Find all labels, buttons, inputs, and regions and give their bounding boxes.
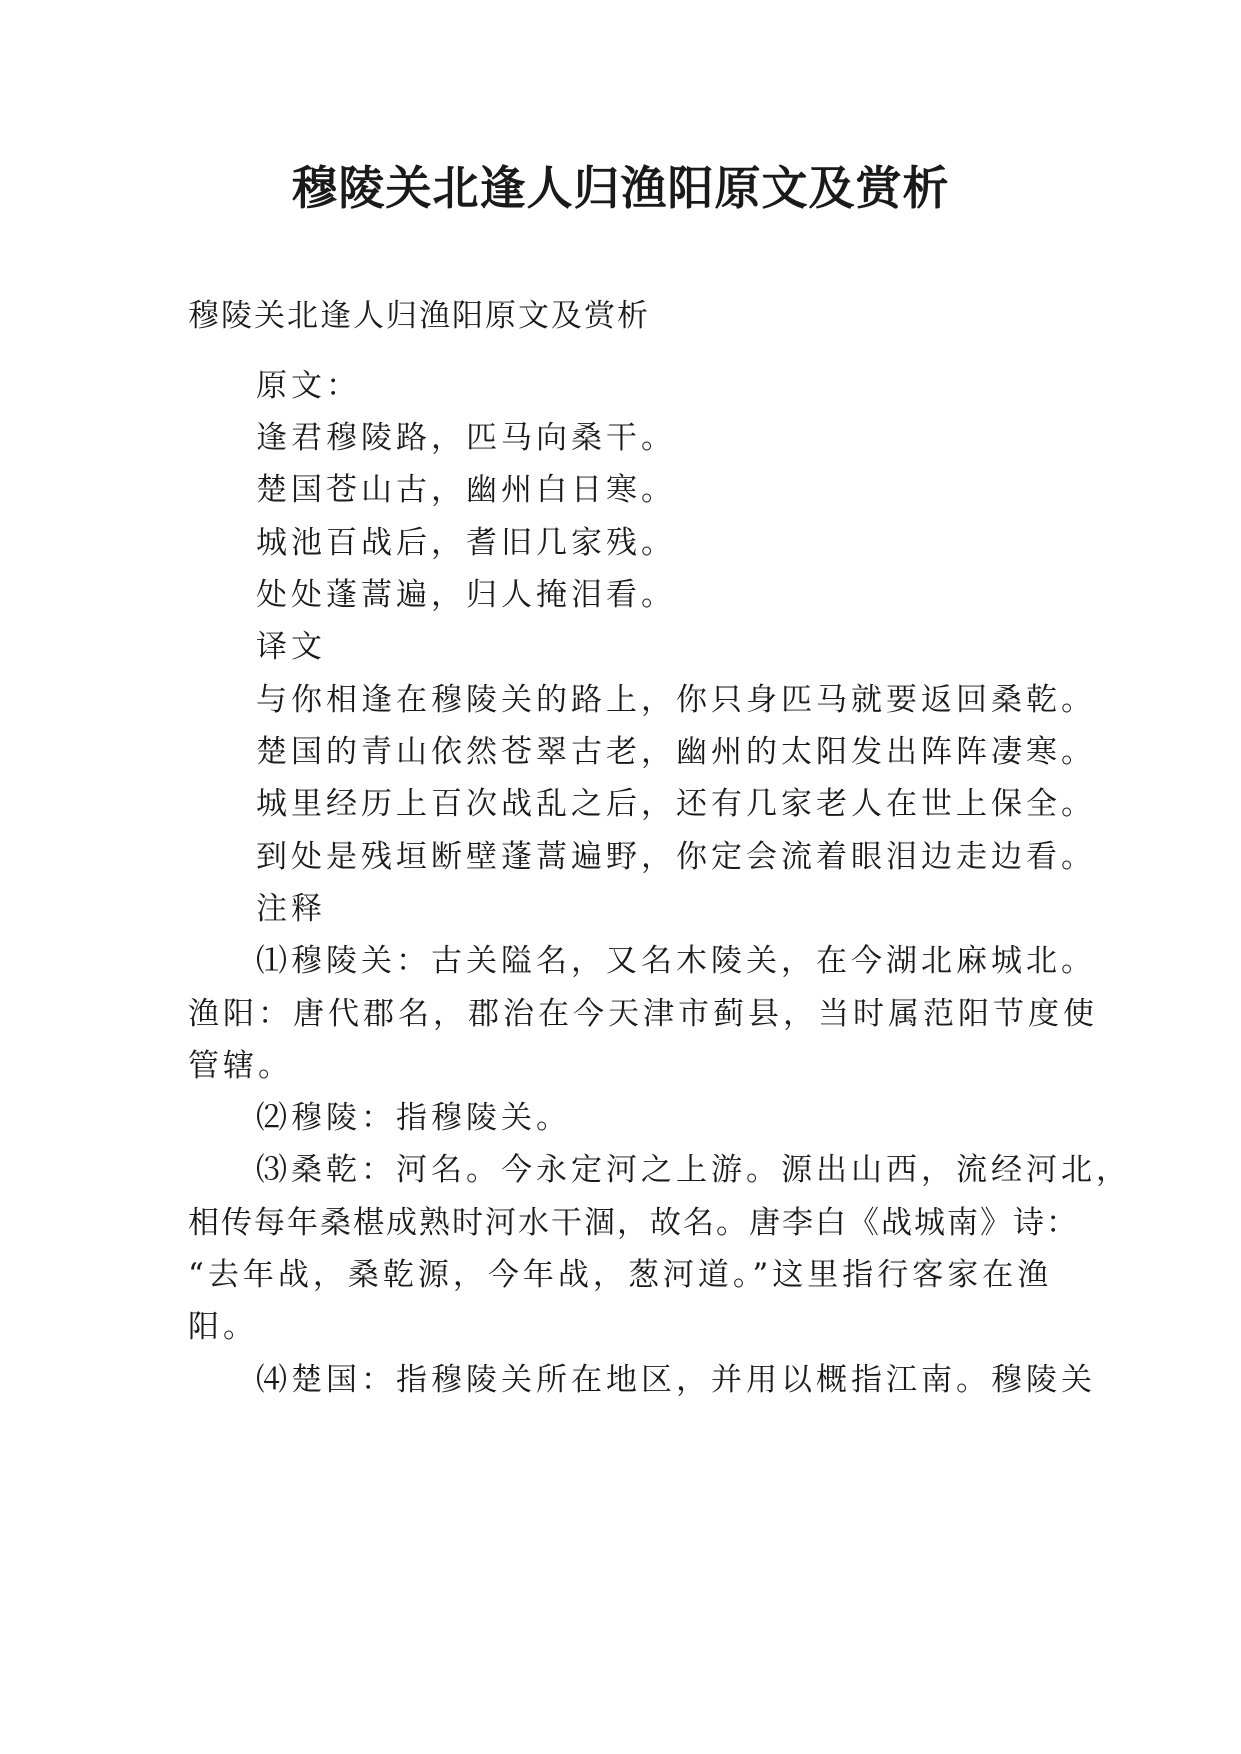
poem-line: 处处蓬蒿遍，归人掩泪看。	[256, 577, 676, 613]
note-1-line: ⑴穆陵关：古关隘名，又名木陵关，在今湖北麻城北。	[256, 943, 1096, 979]
document-subtitle: 穆陵关北逢人归渔阳原文及赏析	[188, 298, 650, 334]
note-1-line: 管辖。	[188, 1048, 293, 1084]
translation-line: 与你相逢在穆陵关的路上，你只身匹马就要返回桑乾。	[256, 682, 1096, 718]
note-3-line: 相传每年桑椹成熟时河水干涸，故名。唐李白《战城南》诗：	[188, 1205, 1079, 1241]
note-3-line: ⑶桑乾：河名。今永定河之上游。源出山西，流经河北，	[256, 1152, 1131, 1188]
note-1-line: 渔阳：唐代郡名，郡治在今天津市蓟县，当时属范阳节度使	[188, 996, 1098, 1032]
original-heading: 原文：	[256, 368, 361, 404]
translation-line: 到处是残垣断壁蓬蒿遍野，你定会流着眼泪边走边看。	[256, 839, 1096, 875]
document-title: 穆陵关北逢人归渔阳原文及赏析	[291, 161, 950, 215]
poem-line: 楚国苍山古，幽州白日寒。	[256, 472, 676, 508]
note-3-line: “去年战，桑乾源，今年战，葱河道。”这里指行客家在渔	[188, 1257, 1053, 1293]
notes-heading: 注释	[256, 891, 326, 927]
note-3-line: 阳。	[188, 1309, 258, 1345]
poem-line: 逢君穆陵路，匹马向桑干。	[256, 420, 676, 456]
note-4-line: ⑷楚国：指穆陵关所在地区，并用以概指江南。穆陵关	[256, 1362, 1096, 1398]
translation-line: 楚国的青山依然苍翠古老，幽州的太阳发出阵阵凄寒。	[256, 734, 1096, 770]
translation-heading: 译文	[256, 629, 326, 665]
note-2-line: ⑵穆陵：指穆陵关。	[256, 1100, 571, 1136]
translation-line: 城里经历上百次战乱之后，还有几家老人在世上保全。	[256, 786, 1096, 822]
poem-line: 城池百战后，耆旧几家残。	[256, 525, 676, 561]
